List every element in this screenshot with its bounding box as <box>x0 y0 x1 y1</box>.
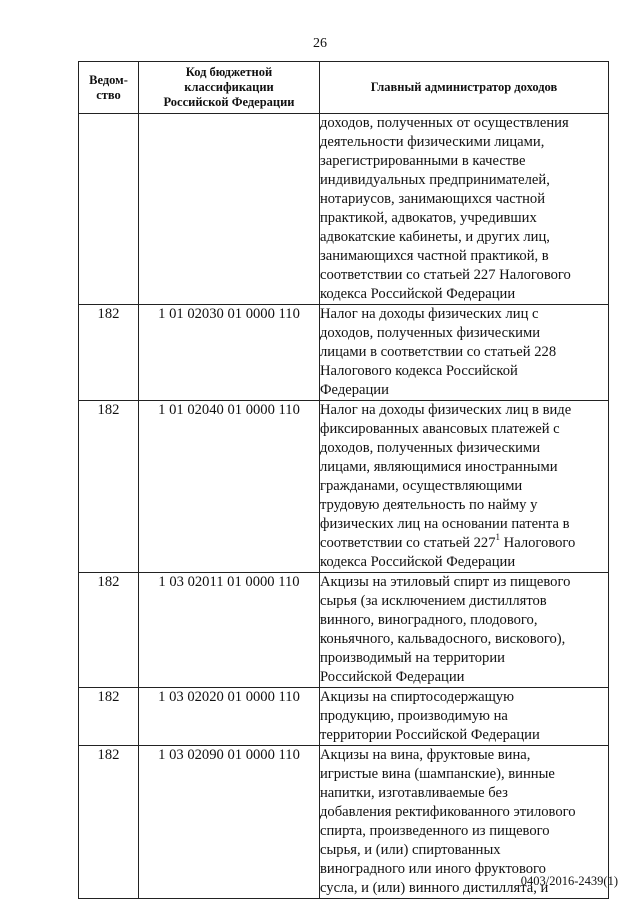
description-line: Федерации <box>320 382 389 398</box>
description-line: Акцизы на вина, фруктовые вина, <box>320 747 531 763</box>
description-line: сырья (за исключением дистиллятов <box>320 593 547 609</box>
admin-description-cell <box>320 573 609 688</box>
description-line: сусла, и (или) винного дистиллята, и <box>320 880 549 896</box>
description-line: практикой, адвокатов, учредивших <box>320 210 537 226</box>
budget-code-cell: 1 03 02090 01 0000 110 <box>139 746 320 899</box>
header-dept <box>79 62 139 114</box>
header-code-line: Код бюджетной <box>185 65 273 79</box>
dept-code-cell <box>79 114 139 305</box>
dept-code-cell: 182 <box>79 746 139 899</box>
description-text: соответствии со статьей 227 <box>320 535 496 551</box>
table-header-row <box>79 62 609 114</box>
budget-code-cell: 1 01 02040 01 0000 110 <box>139 401 320 573</box>
description-line: игристые вина (шампанские), винные <box>320 766 555 782</box>
description-line: гражданами, осуществляющими <box>320 478 523 494</box>
table-body <box>79 114 609 899</box>
description-line <box>320 534 608 553</box>
budget-code-cell: 1 03 02020 01 0000 110 <box>139 688 320 746</box>
dept-code-cell: 182 <box>79 401 139 573</box>
description-line: занимающихся частной практикой, в <box>320 248 549 264</box>
description-line: коньячного, кальвадосного, вискового), <box>320 631 566 647</box>
revenue-table <box>78 61 609 899</box>
table-row <box>79 114 609 305</box>
description-line: Российской Федерации <box>320 669 465 685</box>
article-superscript: 1 <box>495 532 501 542</box>
header-dept-line: Ведом- <box>89 72 128 87</box>
header-code <box>139 62 320 114</box>
header-code-line: классификации <box>184 80 274 94</box>
page-number: 26 <box>313 36 327 51</box>
description-line: сырья, и (или) спиртованных <box>320 842 501 858</box>
description-line: продукцию, производимую на <box>320 708 508 724</box>
budget-code-cell: 1 03 02011 01 0000 110 <box>139 573 320 688</box>
description-line: Акцизы на этиловый спирт из пищевого <box>320 574 571 590</box>
description-line: доходов, полученных физическими <box>320 325 541 341</box>
description-line: территории Российской Федерации <box>320 727 540 743</box>
admin-description-cell <box>320 688 609 746</box>
description-line: физических лиц на основании патента в <box>320 516 570 532</box>
admin-description-cell <box>320 305 609 401</box>
description-line: доходов, полученных физическими <box>320 440 541 456</box>
admin-description-cell <box>320 401 609 573</box>
description-line: винного, виноградного, плодового, <box>320 612 538 628</box>
description-line: доходов, полученных от осуществления <box>320 115 569 131</box>
description-line: производимый на территории <box>320 650 505 666</box>
header-code-line: Российской Федерации <box>163 95 295 109</box>
dept-code-cell: 182 <box>79 305 139 401</box>
admin-description-cell <box>320 114 609 305</box>
description-line: Налог на доходы физических лиц с <box>320 306 539 322</box>
dept-code-cell: 182 <box>79 688 139 746</box>
description-line: добавления ректификованного этилового <box>320 804 576 820</box>
header-admin <box>320 62 609 114</box>
description-line: трудовую деятельность по найму у <box>320 497 538 513</box>
header-admin-line: Главный администратор доходов <box>370 80 558 94</box>
description-line: деятельности физическими лицами, <box>320 134 545 150</box>
budget-code-cell: 1 01 02030 01 0000 110 <box>139 305 320 401</box>
description-line: лицами в соответствии со статьей 228 <box>320 344 557 360</box>
description-line: виноградного или иного фруктового <box>320 861 546 877</box>
description-line: зарегистрированными в качестве <box>320 153 526 169</box>
document-number: 0403/2016-2439(1) <box>520 874 618 888</box>
description-line: кодекса Российской Федерации <box>320 286 516 302</box>
description-line: спирта, произведенного из пищевого <box>320 823 550 839</box>
description-line: Акцизы на спиртосодержащую <box>320 689 515 705</box>
description-line: Налог на доходы физических лиц в виде <box>320 402 572 418</box>
description-text: Налогового <box>500 535 576 551</box>
table-row <box>79 305 609 401</box>
description-line: нотариусов, занимающихся частной <box>320 191 546 207</box>
table-row <box>79 401 609 573</box>
description-line: индивидуальных предпринимателей, <box>320 172 550 188</box>
description-line: соответствии со статьей 227 Налогового <box>320 267 571 283</box>
description-line: кодекса Российской Федерации <box>320 554 516 570</box>
budget-code-cell <box>139 114 320 305</box>
description-line: напитки, изготавливаемые без <box>320 785 508 801</box>
description-line: адвокатские кабинеты, и других лиц, <box>320 229 550 245</box>
description-line: фиксированных авансовых платежей с <box>320 421 560 437</box>
description-line: Налогового кодекса Российской <box>320 363 518 379</box>
description-line: лицами, являющимися иностранными <box>320 459 558 475</box>
table-row <box>79 573 609 688</box>
dept-code-cell: 182 <box>79 573 139 688</box>
header-dept-line: ство <box>96 87 121 102</box>
table-row <box>79 688 609 746</box>
